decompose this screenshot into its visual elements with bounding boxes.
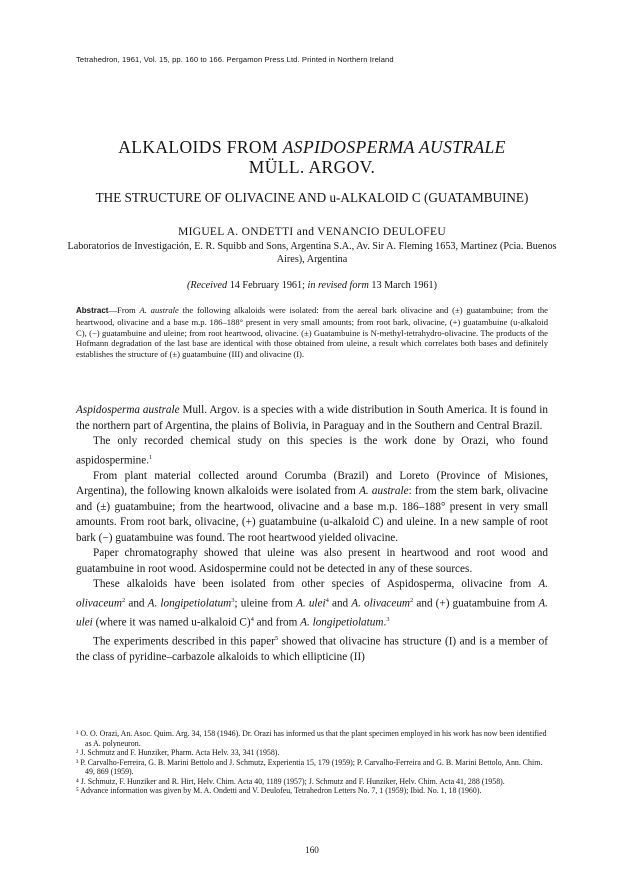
footnote: ⁴ J. Schmutz, F. Hunziker and R. Hirt, Helv. Chim. Acta 40, 1189 (1957); J. Schmutz and F. Hunziker, Helv. Chim. Acta 41, 288 (1958). (76, 776, 505, 786)
species-name: A. ulei (296, 597, 326, 610)
paragraph (76, 546, 548, 577)
footnote-ref: 2 (121, 596, 126, 604)
paragraph-text: showed that olivacine has structure (I) and is a member of the class of pyridine–carbazole alkaloids to which ellipticine (II) (76, 635, 548, 664)
paragraph (76, 434, 548, 469)
species-name: A. australe (359, 485, 409, 498)
abstract-label: Abstract (76, 306, 109, 315)
paragraph-text: and (328, 597, 352, 610)
page-number: 160 (305, 845, 319, 855)
received-date: 14 February 1961; (227, 280, 308, 291)
paragraph-text: and from (253, 616, 301, 629)
abstract-text: —From (108, 305, 140, 315)
paragraph-text: From plant material collected around Corumba (Brazil) and Loreto (Province of Misiones, Argentina), the following known alkaloids were isolated from (76, 469, 548, 498)
species-name: A. ulei (76, 597, 548, 629)
paragraph (76, 403, 548, 434)
footnote: ¹ O. O. Orazi, An. Asoc. Quim. Arg. 34, 158 (1946). Dr. Orazi has informed us that the plant specimen employed in his work has now been identified as A. polyneuron. (76, 729, 547, 748)
paragraph-text: Mull. Argov. is a species with a wide distribution in South America. It is found in the northern part of Argentina, the plains of Bolivia, in Paraguay and in the Southern and Central Brazil. (76, 404, 548, 432)
paragraph-text: The experiments described in this paper (93, 635, 275, 648)
footnote-ref: 3 (231, 596, 235, 604)
paragraph-text: (where it was named u-alkaloid C) (92, 616, 251, 629)
paragraph (76, 631, 548, 666)
species-name: A. olivaceum (76, 578, 548, 610)
footnote-ref: 3 (386, 615, 390, 623)
abstract-text-2: the following alkaloids were isolated: from the aereal bark olivacine and (±) guatambuine; from the heartwood, olivacine and a base m.p. 186–188° present in very small amounts; from root bark, olivacine, (+) guatambuine (u-alkaloid C), (−) guatambuine and uleine; from root heartwood, olivacine. (±) Guatambuine is N-methyl-tetrahydro-olivacine. The products of the Hofmann degradation of the last base are identical with those obtained from uleine, a result which correlates both bases and definitely establishes the structure of (±) guatambuine (III) and olivacine (I). (76, 305, 548, 360)
received-dates (0, 280, 624, 291)
article-subtitle: THE STRUCTURE OF OLIVACINE AND u-ALKALOID C (GUATAMBUINE) (95, 190, 529, 205)
paragraph-text: Paper chromatography showed that uleine was also present in heartwood and root wood and guatambuine in root wood. Asidospermine could not be detected in any of these sources. (76, 547, 548, 575)
footnote-ref: 5 (274, 635, 279, 643)
paragraph-text: These alkaloids have been isolated from other species of Aspidosperma, olivacine from (93, 578, 539, 591)
abstract (76, 305, 548, 360)
paragraph-text: The only recorded chemical study on this species is the work done by Orazi, who found aspidospermine. (76, 435, 548, 467)
paragraph (76, 577, 548, 631)
paragraph-text: : from the stem bark, olivacine and (±) guatambuine; from the heartwood, olivacine and a base m.p. 186–188° present in very small amounts. From root bark, olivacine, (+) guatambuine (u-alkaloid C) and uleine. In a new sample of root bark (−) guatambuine was found. The root heartwood yielded olivacine. (76, 485, 548, 544)
species-name: Aspidosperma australe (76, 404, 180, 416)
revised-date: 13 March 1961) (368, 280, 437, 291)
running-head: Tetrahedron, 1961, Vol. 15, pp. 160 to 166. Pergamon Press Ltd. Printed in Northern Ireland (76, 55, 394, 64)
abstract-species: A. australe (139, 305, 179, 315)
footnote: ⁵ Advance information was given by M. A. Ondetti and V. Deulofeu, Tetrahedron Letters No. 7, 1 (1959); Ibid. No. 1, 18 (1960). (76, 786, 482, 795)
affiliation: Laboratorios de Investigación, E. R. Squibb and Sons, Argentina S.A., Av. Sir A. Fleming 1653, Martinez (Pcia. Buenos Aires), Argentina (67, 241, 557, 265)
authors: MIGUEL A. ONDETTI and VENANCIO DEULOFEU (178, 226, 446, 238)
paragraph-text: and (+) guatambuine from (413, 597, 539, 610)
paragraph-text: ; uleine from (234, 597, 297, 610)
footnote-ref: 2 (410, 596, 414, 604)
footnote-ref: 4 (250, 615, 254, 623)
species-name: A. longipetiolatum (147, 597, 232, 610)
footnote-ref: 1 (149, 453, 153, 461)
paragraph (76, 469, 548, 547)
footnote: ³ P. Carvalho-Ferreira, G. B. Marini Bettolo and J. Schmutz, Experientia 15, 179 (1959); P. Carvalho-Ferreira and G. B. Marini Bettolo, Ann. Chim. 49, 869 (1959). (76, 757, 543, 776)
paragraph-text: . (383, 616, 387, 629)
species-name: A. olivaceum (351, 597, 411, 610)
title-line1-italic: ASPIDOSPERMA AUSTRALE (282, 137, 506, 157)
article-title-line2: MÜLL. ARGOV. (248, 157, 376, 177)
revised-label: in revised form (307, 280, 369, 291)
footnotes (76, 729, 548, 796)
received-label: (Received (186, 280, 228, 291)
paragraph-text: and (125, 597, 148, 610)
footnote-ref: 4 (325, 596, 329, 604)
article-title (0, 137, 624, 158)
title-line1-plain: ALKALOIDS FROM (118, 137, 283, 157)
footnote: ² J. Schmutz and F. Hunziker, Pharm. Acta Helv. 33, 341 (1958). (76, 748, 280, 757)
body-text (76, 403, 548, 666)
species-name: A. longipetiolatum (300, 616, 384, 629)
